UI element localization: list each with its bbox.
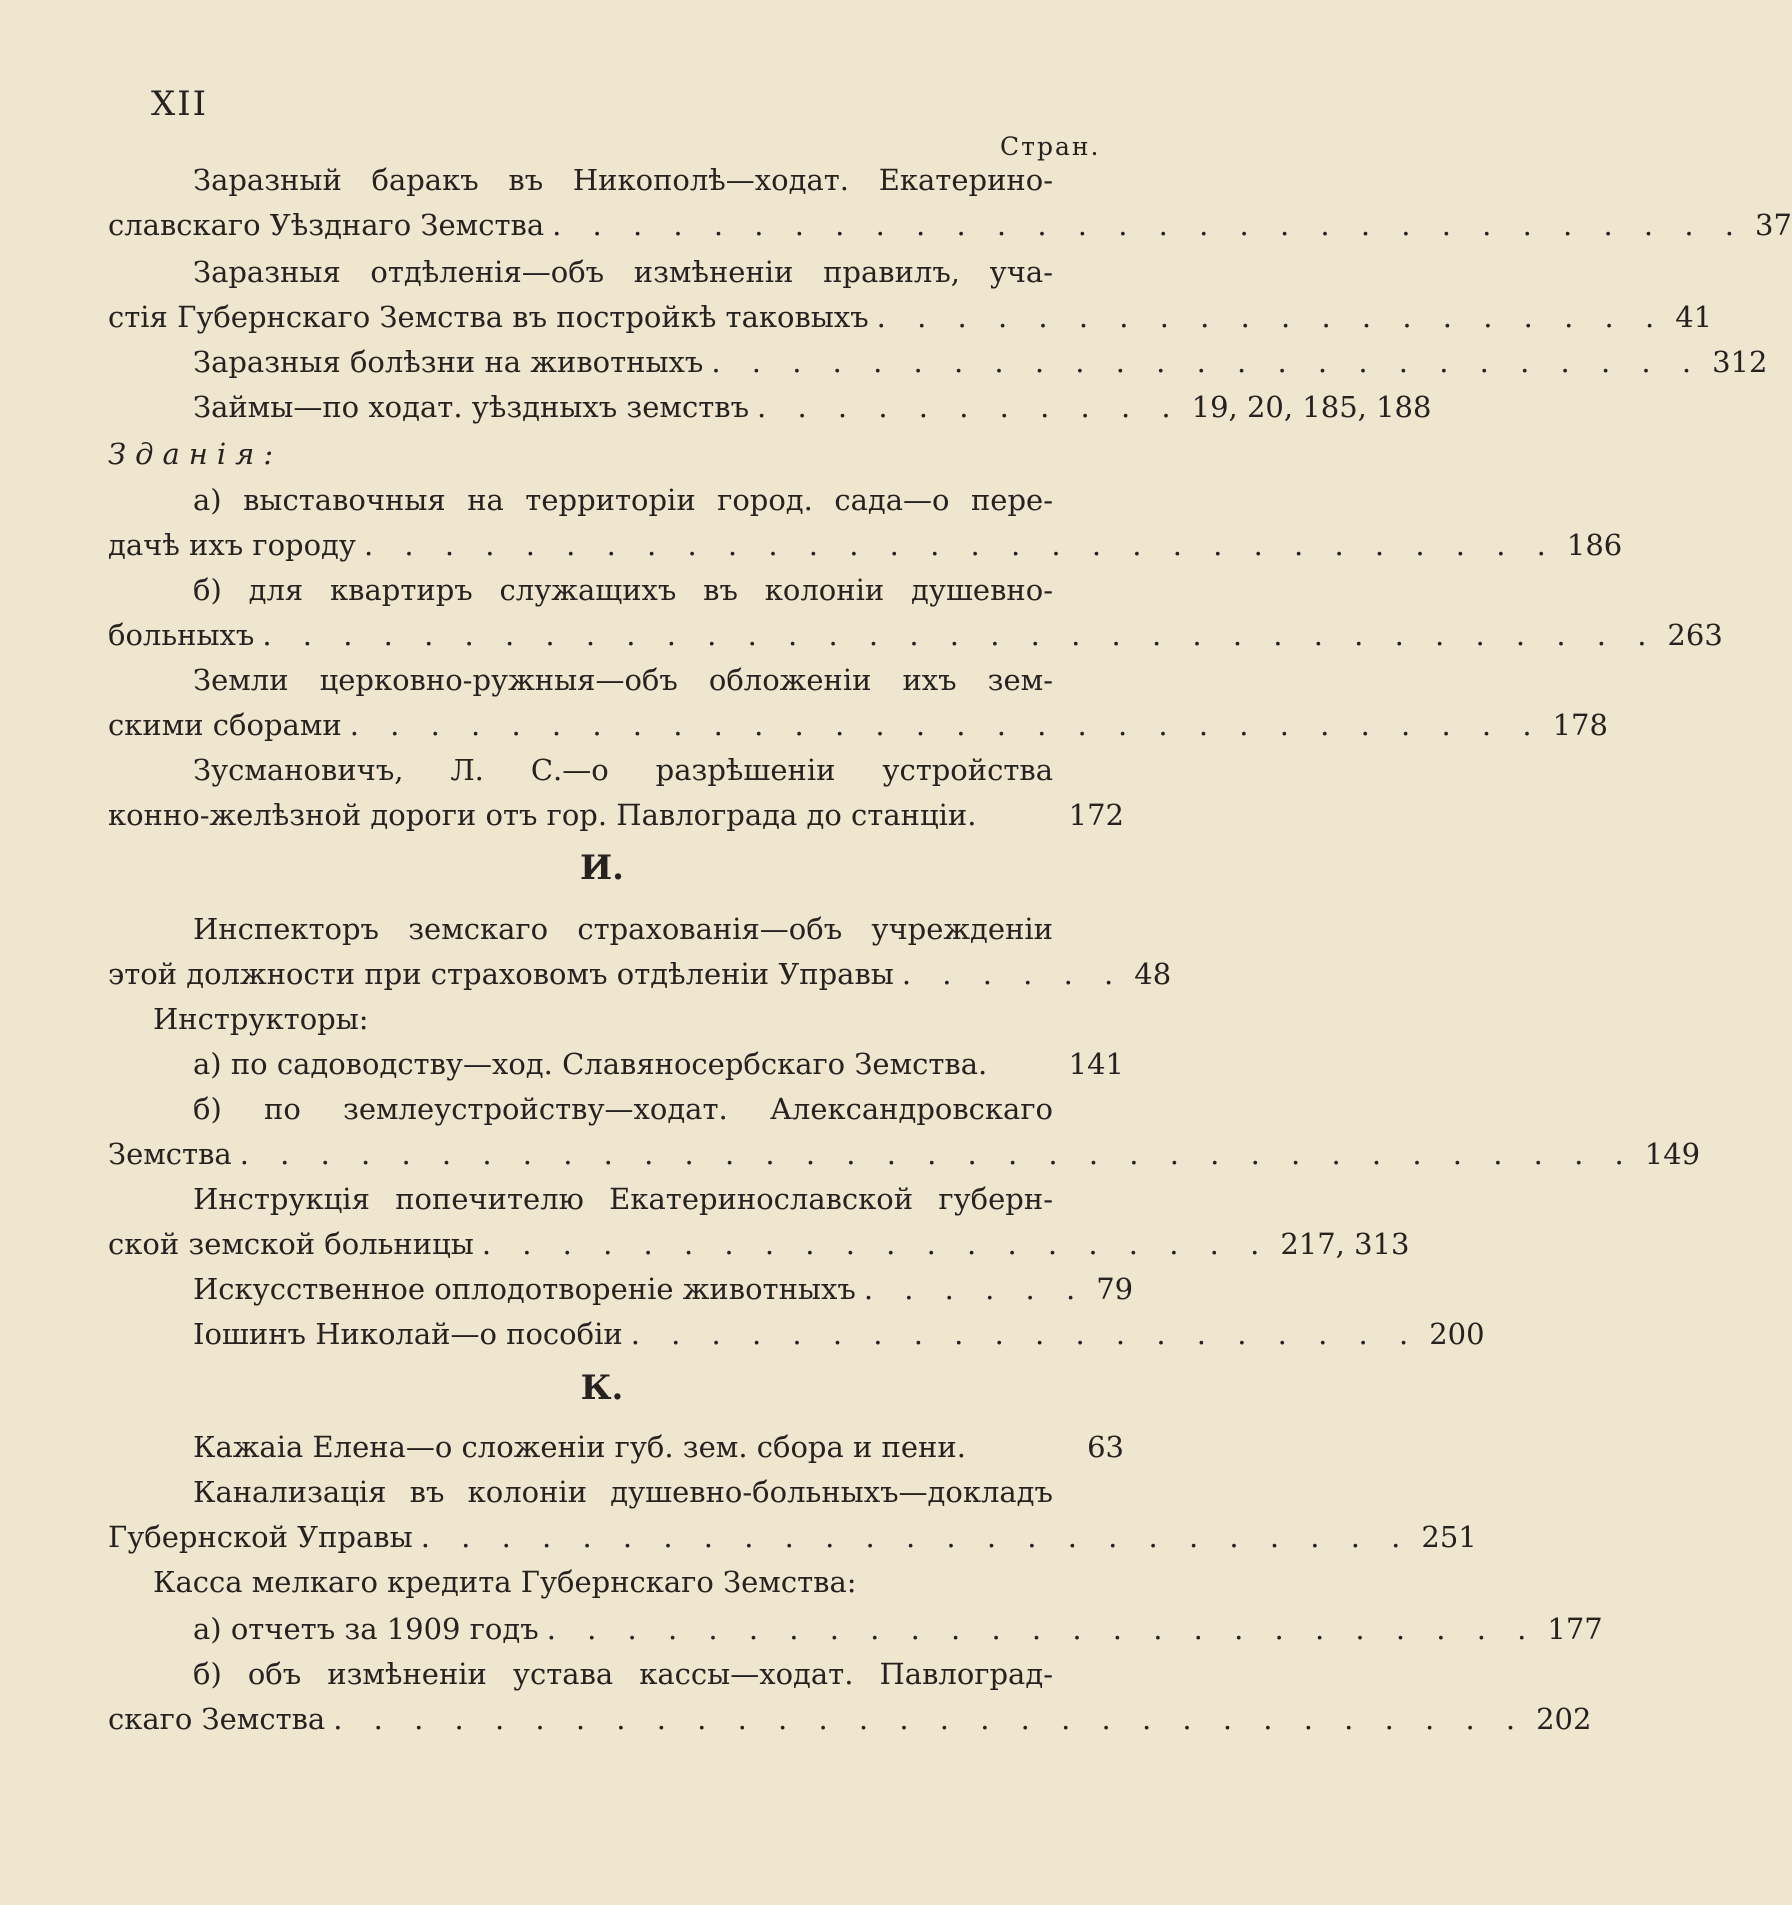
page-reference: 312 [1712, 345, 1768, 379]
page-reference: 63 [1087, 1430, 1124, 1464]
page-column-header: Стран. [1000, 132, 1101, 161]
entry-text: б) объ измѣненіи устава кассы—ходат. Павлоград- [193, 1657, 1053, 1691]
index-line [108, 250, 1124, 294]
index-line [108, 1312, 1485, 1356]
page-reference: 149 [1644, 1137, 1701, 1171]
dot-leader: . . . . . . . . . . . . . . . . . . . . . . . . . [711, 345, 1703, 379]
entry-text: Губернской Управы [108, 1520, 413, 1554]
dot-leader: . . . . . . . . . . . . . . . . . . . . . . . . . . . . . . [333, 1702, 1527, 1736]
index-line [108, 1697, 1592, 1741]
entry-text: а) отчетъ за 1909 годъ [193, 1612, 539, 1646]
entry-text: б) по землеустройству—ходат. Александровскаго [193, 1092, 1053, 1126]
index-line [108, 1425, 1124, 1469]
entry-text: Кажаіа Елена—о сложеніи губ. зем. сбора и пени. [193, 1430, 966, 1464]
entry-text: Займы—по ходат. уѣздныхъ земствъ [193, 390, 750, 424]
index-line [108, 1607, 1603, 1651]
entry-text: Инспекторъ земскаго страхованія—объ учрежденіи [193, 912, 1053, 946]
dot-leader: . . . . . . . . . . . [757, 390, 1182, 424]
dot-leader: . . . . . . . . . . . . . . . . . . . . . . . . . [546, 1612, 1538, 1646]
entry-text: ской земской больницы [108, 1227, 474, 1261]
page-reference: 202 [1536, 1702, 1592, 1736]
section-letter: И. [580, 848, 624, 888]
entry-text: Зусмановичъ, Л. С.—о разрѣшеніи устройства [193, 753, 1053, 787]
page-reference: 200 [1429, 1317, 1485, 1351]
index-line [108, 203, 1792, 247]
page-reference: 178 [1552, 708, 1608, 742]
section-letter: К. [580, 1368, 624, 1408]
entry-text: этой должности при страховомъ отдѣленіи Управы [108, 957, 894, 991]
index-line [108, 997, 1124, 1041]
entry-text: Заразныя отдѣленія—объ измѣненіи правилъ, уча- [193, 255, 1053, 289]
index-line [108, 1470, 1124, 1514]
index-line [108, 793, 1124, 837]
index-line [108, 340, 1768, 384]
entry-text: скаго Земства [108, 1702, 326, 1736]
index-line [108, 658, 1124, 702]
index-line [108, 1652, 1124, 1696]
entry-text: Инструкторы: [153, 1002, 369, 1036]
page-reference: 48 [1134, 957, 1172, 991]
index-line [108, 1042, 1124, 1086]
index-line [108, 1177, 1124, 1221]
entry-heading: Зданія: [108, 437, 283, 471]
index-line [108, 952, 1172, 996]
dot-leader: . . . . . . . . . . . . . . . . . . . . [630, 1317, 1420, 1351]
dot-leader: . . . . . . [901, 957, 1125, 991]
dot-leader: . . . . . . . . . . . . . . . . . . . . . . . . . . . . . . . . . . . [239, 1137, 1635, 1171]
entry-text: конно-желѣзной дороги отъ гор. Павлограда до станціи. [108, 798, 977, 832]
index-line [108, 478, 1124, 522]
index-line [108, 703, 1608, 747]
entry-text: б) для квартиръ служащихъ въ колоніи душевно- [193, 573, 1053, 607]
page-reference: 217, 313 [1280, 1227, 1410, 1261]
page-reference: 37 [1755, 208, 1792, 242]
index-line [108, 748, 1124, 792]
entry-text: Канализація въ колоніи душевно-больныхъ—докладъ [193, 1475, 1053, 1509]
dot-leader: . . . . . . . . . . . . . . . . . . . . [876, 300, 1666, 334]
page-reference: 41 [1675, 300, 1713, 334]
dot-leader: . . . . . . . . . . . . . . . . . . . . [481, 1227, 1271, 1261]
entry-text: Земли церковно-ружныя—объ обложеніи ихъ зем- [193, 663, 1053, 697]
index-line [108, 1515, 1477, 1559]
index-line [108, 568, 1124, 612]
entry-text: больныхъ [108, 618, 255, 652]
entry-text: стія Губернскаго Земства въ постройкѣ таковыхъ [108, 300, 869, 334]
page-reference: 141 [1068, 1047, 1124, 1081]
entry-text: Заразный баракъ въ Никополѣ—ходат. Екатерино- [193, 163, 1053, 197]
index-line [108, 432, 1124, 476]
index-line [108, 1222, 1410, 1266]
entry-text: Іошинъ Николай—о пособіи [193, 1317, 623, 1351]
index-line [108, 1267, 1134, 1311]
index-line [108, 1132, 1701, 1176]
dot-leader: . . . . . . . . . . . . . . . . . . . . . . . . . . . . . . [552, 208, 1745, 242]
dot-leader: . . . . . . [863, 1272, 1087, 1306]
dot-leader: . . . . . . . . . . . . . . . . . . . . . . . . . [420, 1520, 1412, 1554]
entry-text: Касса мелкаго кредита Губернскаго Земства: [153, 1565, 857, 1599]
index-line [108, 907, 1124, 951]
index-line [108, 1560, 1124, 1604]
entry-text: Искусственное оплодотвореніе животныхъ [193, 1272, 856, 1306]
entry-text: Заразныя болѣзни на животныхъ [193, 345, 704, 379]
page-reference: 19, 20, 185, 188 [1191, 390, 1432, 424]
page-reference: 263 [1667, 618, 1723, 652]
page-reference: 79 [1096, 1272, 1134, 1306]
index-line [108, 295, 1713, 339]
entry-text: славскаго Уѣзднаго Земства [108, 208, 545, 242]
entry-text: скими сборами [108, 708, 342, 742]
page-reference: 251 [1421, 1520, 1477, 1554]
entry-text: дачѣ ихъ городу [108, 528, 356, 562]
page-reference: 186 [1566, 528, 1623, 562]
entry-text: Инструкція попечителю Екатеринославской губерн- [193, 1182, 1053, 1216]
entry-text: Земства [108, 1137, 232, 1171]
index-line [108, 158, 1124, 202]
page-reference: 172 [1068, 798, 1124, 832]
entry-text: а) выставочныя на территоріи город. сада—о пере- [193, 483, 1053, 517]
index-line [108, 385, 1432, 429]
dot-leader: . . . . . . . . . . . . . . . . . . . . . . . . . . . . . . [363, 528, 1557, 562]
index-line [108, 613, 1723, 657]
dot-leader: . . . . . . . . . . . . . . . . . . . . . . . . . . . . . . [349, 708, 1543, 742]
page-number: XII [151, 84, 209, 124]
index-line [108, 523, 1623, 567]
page-reference: 177 [1547, 1612, 1603, 1646]
entry-text: а) по садоводству—ход. Славяносербскаго Земства. [193, 1047, 988, 1081]
index-line [108, 1087, 1124, 1131]
dot-leader: . . . . . . . . . . . . . . . . . . . . . . . . . . . . . . . . . . . [262, 618, 1658, 652]
